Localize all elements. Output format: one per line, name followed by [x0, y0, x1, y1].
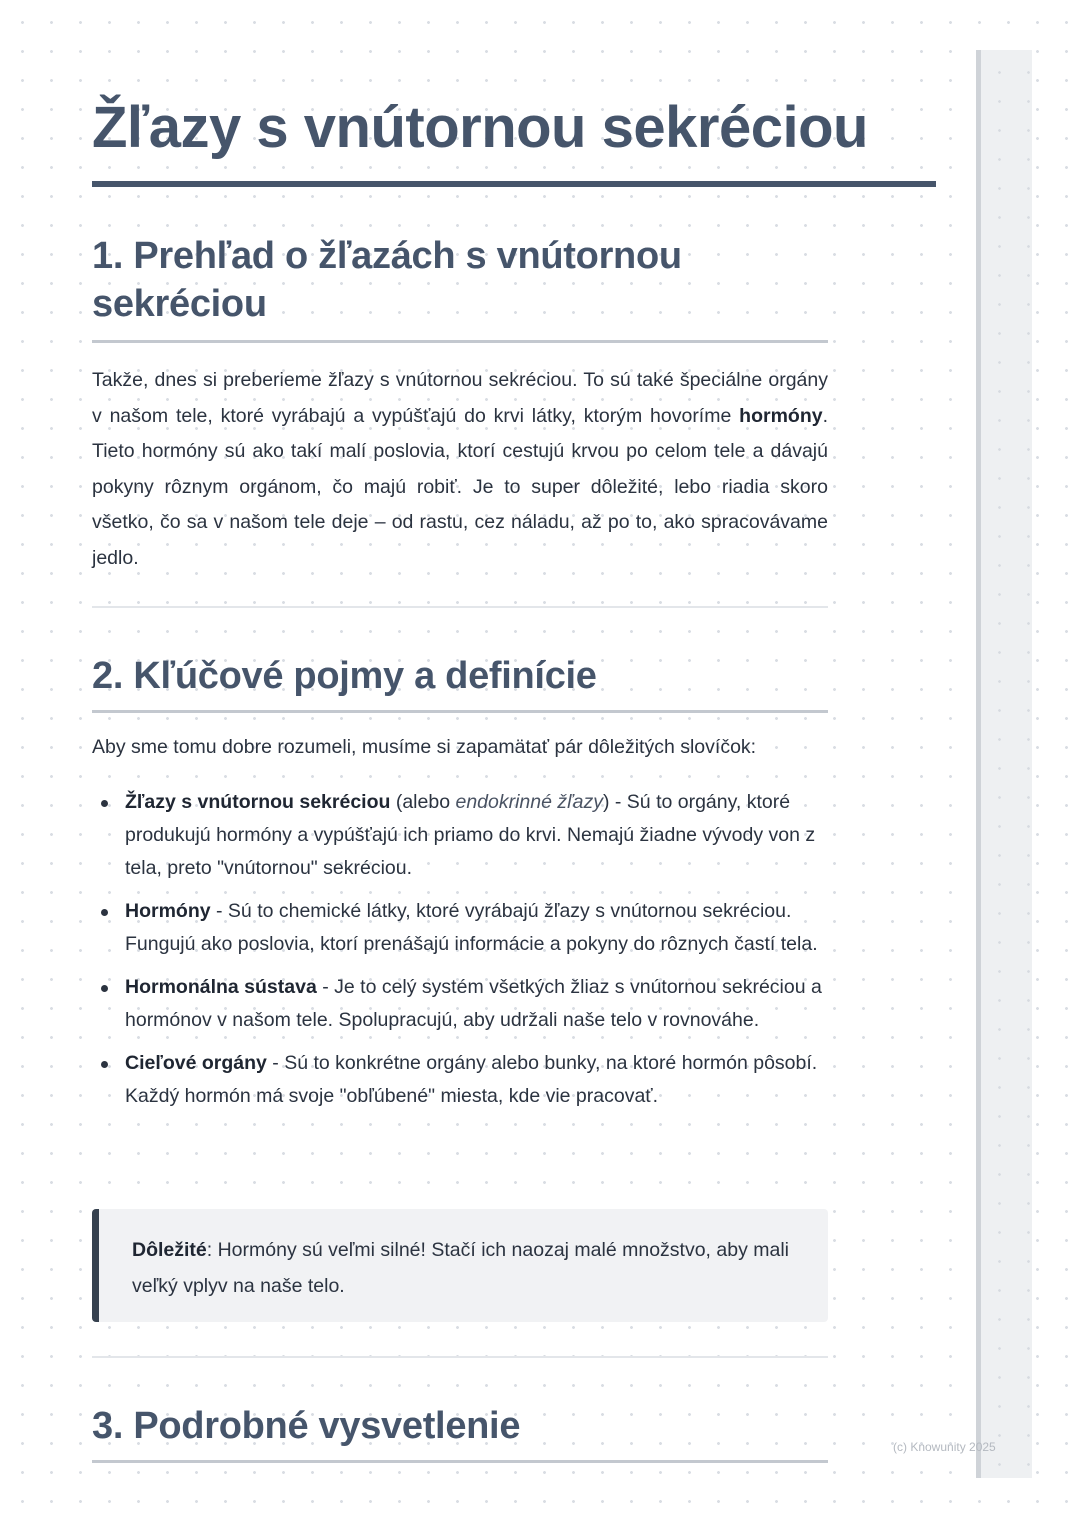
section-overview [92, 232, 828, 576]
bullet-icon [101, 985, 108, 992]
list-item: Cieľové orgány - Sú to konkrétne orgány alebo bunky, na ktoré hormón pôsobí. Každý hormón má svoje "obľúbené" miesta, kde vie pracovať. [92, 1047, 828, 1113]
bullet-icon [101, 909, 108, 916]
section-heading-rule [92, 1460, 828, 1463]
section-heading-rule [92, 710, 828, 713]
section-heading-overview: 1. Prehľad o žľazách s vnútornou sekréciou [92, 235, 682, 325]
section-key-terms [92, 652, 828, 1123]
bullet-icon [101, 800, 108, 807]
bullet-icon [101, 1061, 108, 1068]
list-item: Žľazy s vnútornou sekréciou (alebo endokrinné žľazy) - Sú to orgány, ktoré produkujú hormóny a vypúšťajú ich priamo do krvi. Nemajú žiadne vývody von z tela, preto "vnútornou" sekréciou. [92, 786, 828, 885]
section-heading-rule [92, 340, 828, 343]
section-heading-detailed: 3. Podrobné vysvetlenie [92, 1405, 521, 1447]
callout-label: Dôležité [132, 1239, 207, 1261]
copyright-footer: (c) Knowunity 2025 [893, 1440, 996, 1454]
callout-text: : Hormóny sú veľmi silné! Stačí ich naozaj malé množstvo, aby mali veľký vplyv na naše telo. [132, 1239, 790, 1297]
key-terms-intro: Aby sme tomu dobre rozumeli, musíme si zapamätať pár dôležitých slovíčok: [92, 736, 757, 758]
overview-paragraph: Takže, dnes si preberieme žľazy s vnútornou sekréciou. To sú také špeciálne orgány v našom tele, ktoré vyrábajú a vypúšťajú do krvi látky, ktorým hovoríme hormóny. Tieto hormóny sú ako takí malí poslovia, ktorí cestujú krvou po celom tele a dávajú pokyny rôznym orgánom, čo majú robiť. Je to super dôležité, lebo riadia skoro všetko, čo sa v našom tele deje – od rastu, cez náladu, až po to, ako spracovávame jedlo. [92, 369, 828, 569]
bold-term-hormony: hormóny [739, 404, 823, 427]
key-terms-list [92, 786, 828, 1113]
document-title: Žľazy s vnútornou sekréciou [92, 95, 868, 160]
title-underline [92, 181, 936, 187]
section-divider [92, 1356, 828, 1358]
section-detailed-explanation [92, 1402, 828, 1463]
list-item: Hormonálna sústava - Je to celý systém všetkých žliaz s vnútornou sekréciou a hormónov v našom tele. Spolupracujú, aby udržali naše telo v rovnováhe. [92, 971, 828, 1037]
important-callout [92, 1209, 828, 1322]
section-divider [92, 606, 828, 608]
section-heading-key-terms: 2. Kľúčové pojmy a definície [92, 655, 597, 697]
list-item: Hormóny - Sú to chemické látky, ktoré vyrábajú žľazy s vnútornou sekréciou. Fungujú ako poslovia, ktorí prenášajú informácie a pokyny do rôznych častí tela. [92, 895, 828, 961]
side-margin-strip [976, 50, 1032, 1478]
